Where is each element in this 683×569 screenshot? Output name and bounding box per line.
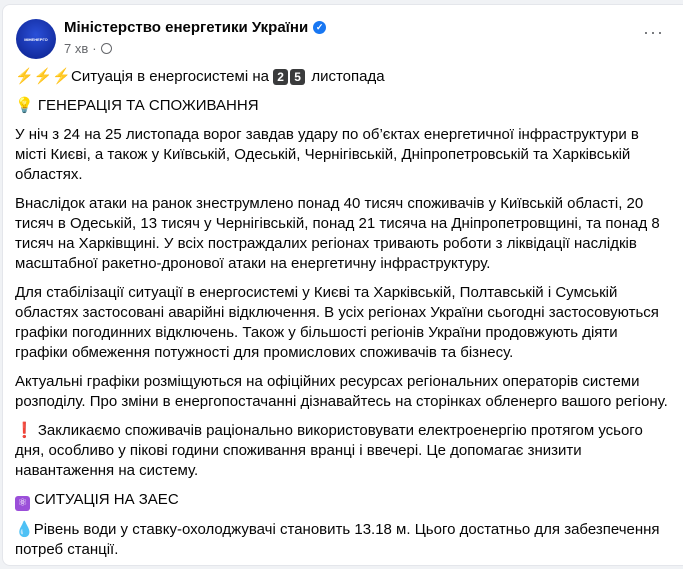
section-heading-generation: 💡 ГЕНЕРАЦІЯ ТА СПОЖИВАННЯ <box>15 97 259 114</box>
lightbulb-icon: 💡 <box>15 97 34 114</box>
atom-icon: ⚛ <box>15 496 30 511</box>
globe-icon <box>101 43 112 54</box>
droplet-icon: 💧 <box>15 521 34 538</box>
post-time[interactable]: 7 хв <box>64 41 89 56</box>
digit-5-icon: 5 <box>290 69 305 85</box>
author-name[interactable]: Міністерство енергетики України <box>64 19 309 36</box>
paragraph: Для стабілізації ситуації в енергосистемі у Києві та Харківській, Полтавській і Сумській областях застосовані аварійні відключення. В усіх регіонах України сьогодні застосовуються графіки погодинних відключень. Також у більшості регіонів України продовжують діяти графіки обмеження потужності для промислових споживачів та бізнесу. <box>15 284 659 361</box>
water-paragraph: 💧Рівень води у ставку-охолоджувачі становить 13.18 м. Цього достатньо для забезпечення потреб станції. <box>15 521 660 558</box>
post-title: ⚡⚡⚡Ситуація в енергосистемі на 2 5 листопада <box>15 68 385 85</box>
post-body <box>15 67 671 569</box>
lightning-icon: ⚡⚡⚡ <box>15 68 72 85</box>
section-heading-zaes: ⚛ СИТУАЦІЯ НА ЗАЕС <box>15 490 671 511</box>
verified-badge-icon: ✓ <box>313 21 326 34</box>
post-meta <box>64 41 112 56</box>
more-options-icon[interactable]: ··· <box>643 22 664 42</box>
paragraph: У ніч з 24 на 25 листопада ворог завдав удару по об’єктах енергетичної інфраструктури в місті Києві, а також у Київській, Одеській, Чернігівській, Дніпропетровській та Харківській областях. <box>15 126 639 183</box>
page-avatar[interactable] <box>16 19 56 59</box>
author-row <box>64 19 326 36</box>
paragraph: Актуальні графіки розміщуються на офіційних ресурсах регіональних операторів системи розподілу. Про зміни в енергопостачанні дізнавайтесь на сторінках обленерго вашого регіону. <box>15 373 668 410</box>
exclamation-icon: ❗ <box>15 422 34 439</box>
separator: · <box>92 41 97 56</box>
paragraph: Внаслідок атаки на ранок знеструмлено понад 40 тисяч споживачів у Київській області, 20 тисяч в Одеській, 13 тисяч у Чернігівській, понад 21 тисяча на Дніпропетровщині, та понад 8 тисяч на Харківщині. У всіх постраждалих регіонах тривають роботи з ліквідації наслідків масштабної ракетно-дронової атаки на енергетичну інфраструктуру. <box>15 195 660 272</box>
appeal-paragraph: ❗ Закликаємо споживачів раціонально використовувати електроенергію протягом усього дня, особливо у пікові години споживання вранці і ввечері. Це допомагає знизити навантаження на систему. <box>15 422 643 479</box>
digit-2-icon: 2 <box>273 69 288 85</box>
avatar-logo-text: МІНЕНЕРГО <box>24 36 48 42</box>
post-card <box>2 4 683 566</box>
